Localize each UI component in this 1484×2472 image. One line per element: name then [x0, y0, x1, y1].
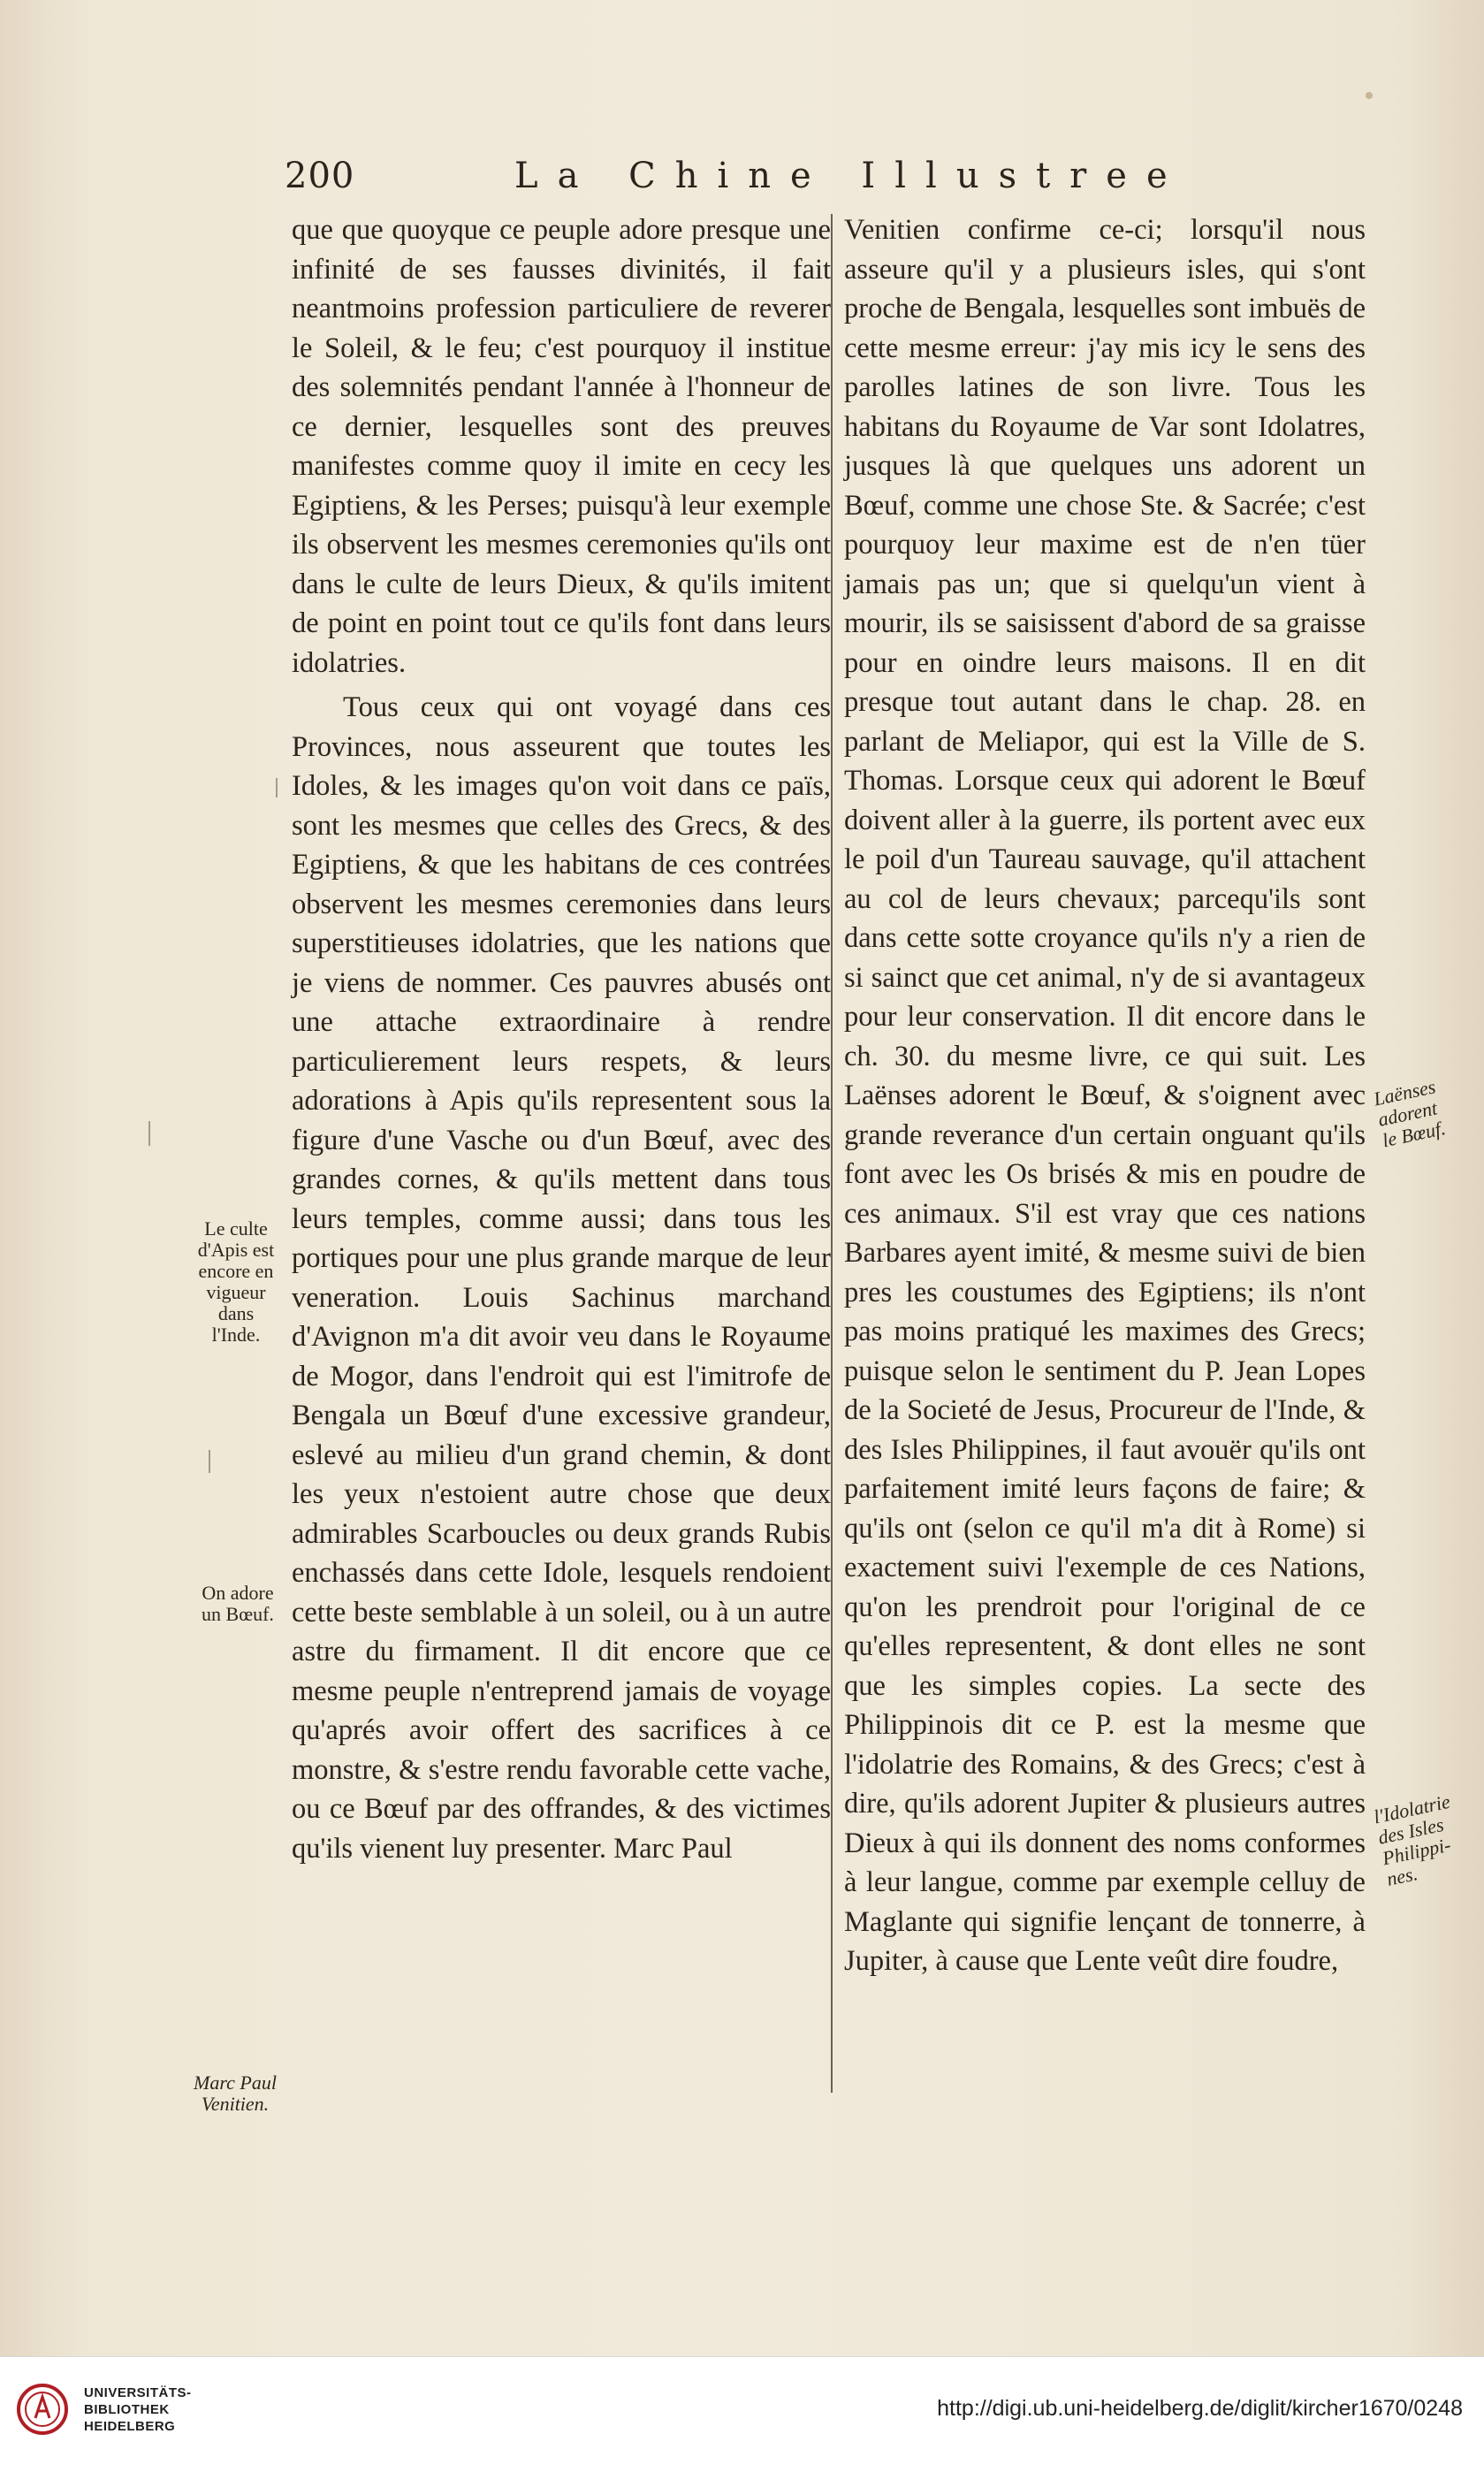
right-text-column — [844, 210, 1366, 1981]
library-name-line: BIBLIOTHEK — [84, 2402, 170, 2417]
page-number: 200 — [285, 156, 355, 196]
library-name-line: HEIDELBERG — [84, 2419, 176, 2434]
ink-mark — [209, 1450, 210, 1473]
left-paragraph-1: que que quoyque ce peuple adore presque une infinité de ses fausses divinités, il fait neantmoins profession particuliere de reverer le Soleil, & le feu; c'est pourquoy il institue des solemnités pendant l'année à l'honneur de ce dernier, lesquelles sont des preuves manifestes comme quoy il imite en cecy les Egiptiens, & les Perses; puisqu'à leur exemple ils observent les mesmes ceremonies qu'ils ont dans le culte de leurs Dieux, & qu'ils imitent de point en point tout ce qu'ils font dans leurs idolatries. — [292, 214, 831, 679]
margin-note-laenses: Laënses adorent le Bœuf. — [1371, 1075, 1448, 1152]
university-seal-icon — [16, 2383, 69, 2436]
library-name — [84, 2384, 192, 2435]
left-paragraph-2: Tous ceux qui ont voyagé dans ces Provinces, nous asseurent que toutes les Idoles, & les images qu'on voit dans ce païs, sont les mesmes que celles des Grecs, & des Egiptiens, & que les habitans de ces contrées observent les mesmes ceremonies dans leurs superstitieuses idolatries, que les nations que je viens de nommer. Ces pauvres abusés ont une attache extraordinaire à rendre particulierement leurs respets, & leurs adorations à Apis qu'ils representent sous la figure d'une Vasche ou d'un Bœuf, avec des grandes cornes, & qu'ils mettent dans tous leurs temples, comme aussi; dans tous les portiques pour une plus grande marque de leur veneration. Louis Sachinus marchand d'Avignon m'a dit avoir veu dans le Royaume de Mogor, dans l'endroit qui est l'imitrofe de Bengala un Bœuf d'une excessive grandeur, eslevé au milieu d'un grand chemin, & dont les yeux n'estoient autre chose que deux admirables Scarboucles ou deux grands Rubis enchassés dans cette Idole, lesquels rendoient cette beste semblable à un soleil, ou à un autre astre du firmament. Il dit encore que ce mesme peuple n'entreprend jamais de voyage qu'aprés avoir offert des sacrifices à ce monstre, & s'estre rendu favorable cette vache, ou ce Bœuf par des offrandes, & des victimes qu'ils vienent luy presenter. Marc Paul — [292, 691, 831, 1865]
margin-note-boeuf: On adore un Bœuf. — [202, 1582, 274, 1625]
right-paragraph-1: Venitien confirme ce-ci; lorsqu'il nous asseure qu'il y a plusieurs isles, qui s'ont proche de Bengala, lesquelles sont imbuës de cette mesme erreur: j'ay mis icy le sens des parolles latines de son livre. Tous les habitans du Royaume de Var sont Idolatres, jusques là que quelques uns adorent un Bœuf, comme une chose Ste. & Sacrée; c'est pourquoy leur maxime est de n'en tüer jamais pas un; que si quelqu'un vient à mourir, ils se saisissent d'abord de sa graisse pour en oindre leurs maisons. Il en dit presque tout autant dans le chap. 28. en parlant de Meliapor, qui est la Ville de S. Thomas. Lorsque ceux qui adorent le Bœuf doivent aller à la guerre, ils portent avec eux le poil d'un Taureau sauvage, qu'il attachent au col de leurs chevaux; parcequ'ils sont dans cette sotte croyance qu'ils n'y a rien de si sainct que cet animal, n'y de si avantageux pour leur conservation. Il dit encore dans le ch. 30. du mesme livre, ce qui suit. Les Laënses adorent le Bœuf, & s'oignent avec grande reverance d'un certain onguant qu'ils font avec les Os brisés & mis en poudre de ces animaux. S'il est vray que ces nations Barbares ayent imité, & mesme suivi de bien pres les coustumes des Egiptiens; ils n'ont pas moins pratiqué les maximes des Grecs; puisque selon le sentiment du P. Jean Lopes de la Societé de Jesus, Procureur de l'Inde, & des Isles Philippines, il faut avouër qu'ils ont parfaitement imité leurs façons de faire; & qu'ils ont (selon ce qu'il m'a dit à Rome) si exactement suivi l'exemple de ces Nations, qu'on les prendroit pour l'original de ce qu'elles representent, & dont elles ne sont que les simples copies. La secte des Philippinois dit ce P. est la mesme que l'idolatrie des Romains, & des Grecs; c'est à dire, qu'ils adorent Jupiter & plusieurs autres Dieux à qui ils donnent des noms conformes à leur langue, comme par exemple celluy de Maglante qui signifie lençant de tonnerre, à Jupiter, à cause que Lente veût dire foudre, — [844, 214, 1366, 1977]
library-name-line: UNIVERSITÄTS- — [84, 2385, 192, 2400]
running-title: La Chine Illustree — [514, 156, 1187, 196]
page-header — [0, 156, 1484, 209]
source-url-link[interactable]: http://digi.ub.uni-heidelberg.de/diglit/kircher1670/0248 — [937, 2396, 1463, 2421]
ink-mark — [148, 1121, 150, 1146]
margin-note-marc-paul: Marc Paul Venitien. — [194, 2071, 277, 2115]
column-divider — [831, 214, 833, 2093]
margin-note-apis: Le culte d'Apis est encore en vigueur dans l'Inde. — [197, 1217, 275, 1346]
paper-spot — [1366, 92, 1373, 99]
margin-note-philippines: l'Idolatrie des Isles Philippi- nes. — [1371, 1789, 1453, 1890]
ink-mark — [276, 778, 278, 797]
left-text-column — [292, 210, 831, 1868]
